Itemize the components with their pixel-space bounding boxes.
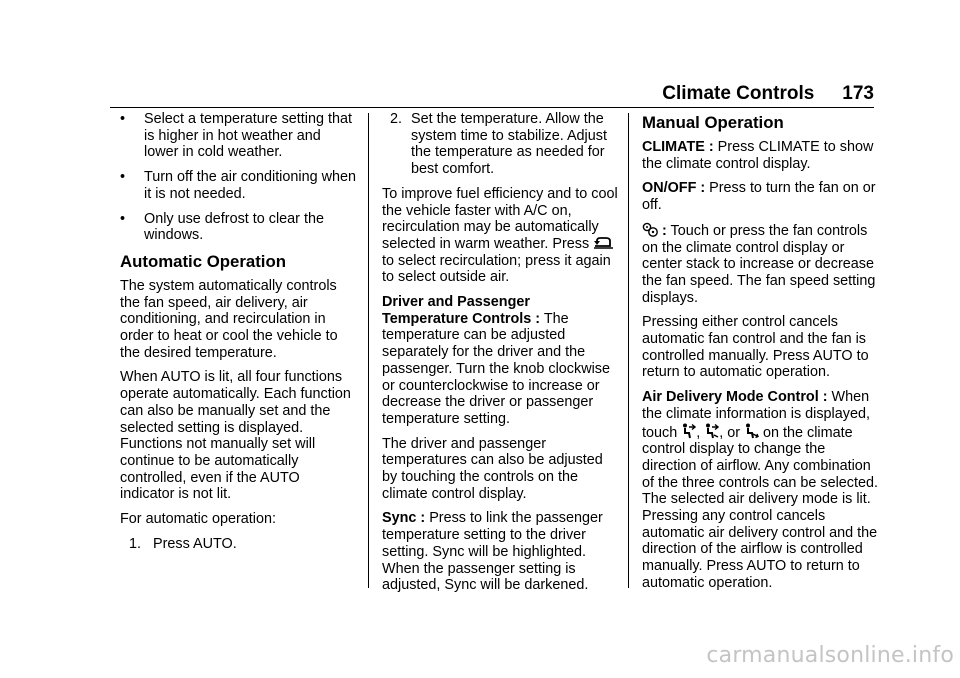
temp-controls-text: The temperature can be adjusted separately for the driver and the passenger. Turn the knob clockwise or counterclockwise to increase or decrease the driver or passenger temperature setting.: [382, 310, 610, 427]
column-3: [642, 111, 878, 600]
numbered-step: [382, 111, 618, 178]
section-title: Climate Controls: [662, 83, 815, 104]
onoff-text: Press to turn the fan on or off.: [642, 180, 876, 214]
fan-colon: :: [662, 222, 667, 239]
watermark: carmanualsonline.info: [706, 643, 954, 668]
recirculation-icon: [593, 236, 615, 250]
recirculation-text-a: To improve fuel efficiency and to cool the vehicle faster with A/C on, recirculation may be automatically selected in warm weather. Press: [382, 185, 618, 252]
paragraph: Pressing either control cancels automatic fan control and the fan is controlled manually. Press AUTO to return to automatic operation.: [642, 314, 869, 381]
column-divider: [368, 113, 369, 588]
paragraph: [642, 222, 878, 307]
bullet-text: Turn off the air conditioning when it is not needed.: [144, 169, 356, 202]
paragraph: [382, 294, 618, 428]
fan-text: Touch or press the fan controls on the climate control display or center stack to increase or decrease the fan speed. The fan speed setting displays.: [642, 222, 876, 306]
fan-icon: [642, 222, 658, 237]
onoff-label: ON/OFF :: [642, 180, 706, 197]
air-delivery-text-b: on the climate control display to change the direction of airflow. Any combination of the three controls can be selected. The selected air delivery mode is lit. Pressing any control cancels automatic air delivery control and the direction of the airflow is controlled manually. Press AUTO to return to automatic operation.: [642, 424, 878, 591]
paragraph: [642, 389, 878, 591]
paragraph: When AUTO is lit, all four functions operate automatically. Each function can also be manually set and the selected setting is displayed. Functions not manually set will continue to be automatically controlled, even if the AUTO indicator is not lit.: [120, 369, 351, 503]
recirculation-text-b: to select recirculation; press it again to select outside air.: [382, 252, 611, 286]
air-floor-upper-icon: [704, 423, 719, 439]
paragraph: [382, 186, 618, 286]
section-heading: Manual Operation: [642, 113, 784, 132]
step-text: Press AUTO.: [153, 535, 237, 552]
section-heading: Automatic Operation: [120, 251, 286, 271]
climate-text: Press CLIMATE to show the climate control display.: [642, 139, 874, 172]
column-divider: [628, 113, 629, 588]
bullet-item: [120, 111, 356, 161]
page-header: [662, 81, 874, 107]
header-rule: [110, 107, 874, 108]
bullet-marker: •: [120, 111, 126, 127]
temp-controls-label: Driver and Passenger Temperature Controls :: [382, 294, 541, 327]
sync-text: Press to link the passenger temperature setting to the driver setting. Sync will be highlighted. When the passenger setting is adjusted, Sync will be darkened.: [382, 510, 603, 594]
paragraph: The system automatically controls the fan speed, air delivery, air conditioning, and recirculation in order to heat or cool the vehicle to the desired temperature.: [120, 277, 338, 361]
air-sep-1: ,: [696, 424, 701, 441]
air-sep-2: , or: [719, 424, 741, 441]
step-text: Set the temperature. Allow the system time to stabilize. Adjust the temperature as needed for best comfort.: [411, 111, 607, 178]
air-delivery-label: Air Delivery Mode Control :: [642, 389, 828, 406]
bullet-text: Only use defrost to clear the windows.: [144, 210, 324, 244]
numbered-step: [120, 536, 356, 553]
air-floor-icon: [744, 423, 759, 439]
page-number: 173: [842, 83, 874, 104]
air-delivery-text-a: When the climate information is displayed, touch: [642, 389, 870, 441]
column-2: [382, 111, 618, 602]
step-number: 1.: [129, 535, 142, 552]
step-number: 2.: [390, 111, 403, 127]
column-1: [120, 111, 356, 560]
paragraph: [642, 139, 878, 172]
bullet-marker: •: [120, 169, 126, 186]
bullet-marker: •: [120, 210, 126, 227]
bullet-text: Select a temperature setting that is higher in hot weather and lower in cold weather.: [144, 111, 352, 161]
bullet-item: [120, 211, 356, 244]
paragraph: [382, 510, 618, 594]
air-upper-icon: [681, 423, 696, 439]
sync-label: Sync :: [382, 510, 426, 527]
climate-label: CLIMATE :: [642, 139, 714, 155]
paragraph: [642, 180, 878, 213]
bullet-item: [120, 169, 356, 202]
paragraph: For automatic operation:: [120, 511, 276, 528]
paragraph: The driver and passenger temperatures can also be adjusted by touching the controls on the climate control display.: [382, 435, 603, 502]
